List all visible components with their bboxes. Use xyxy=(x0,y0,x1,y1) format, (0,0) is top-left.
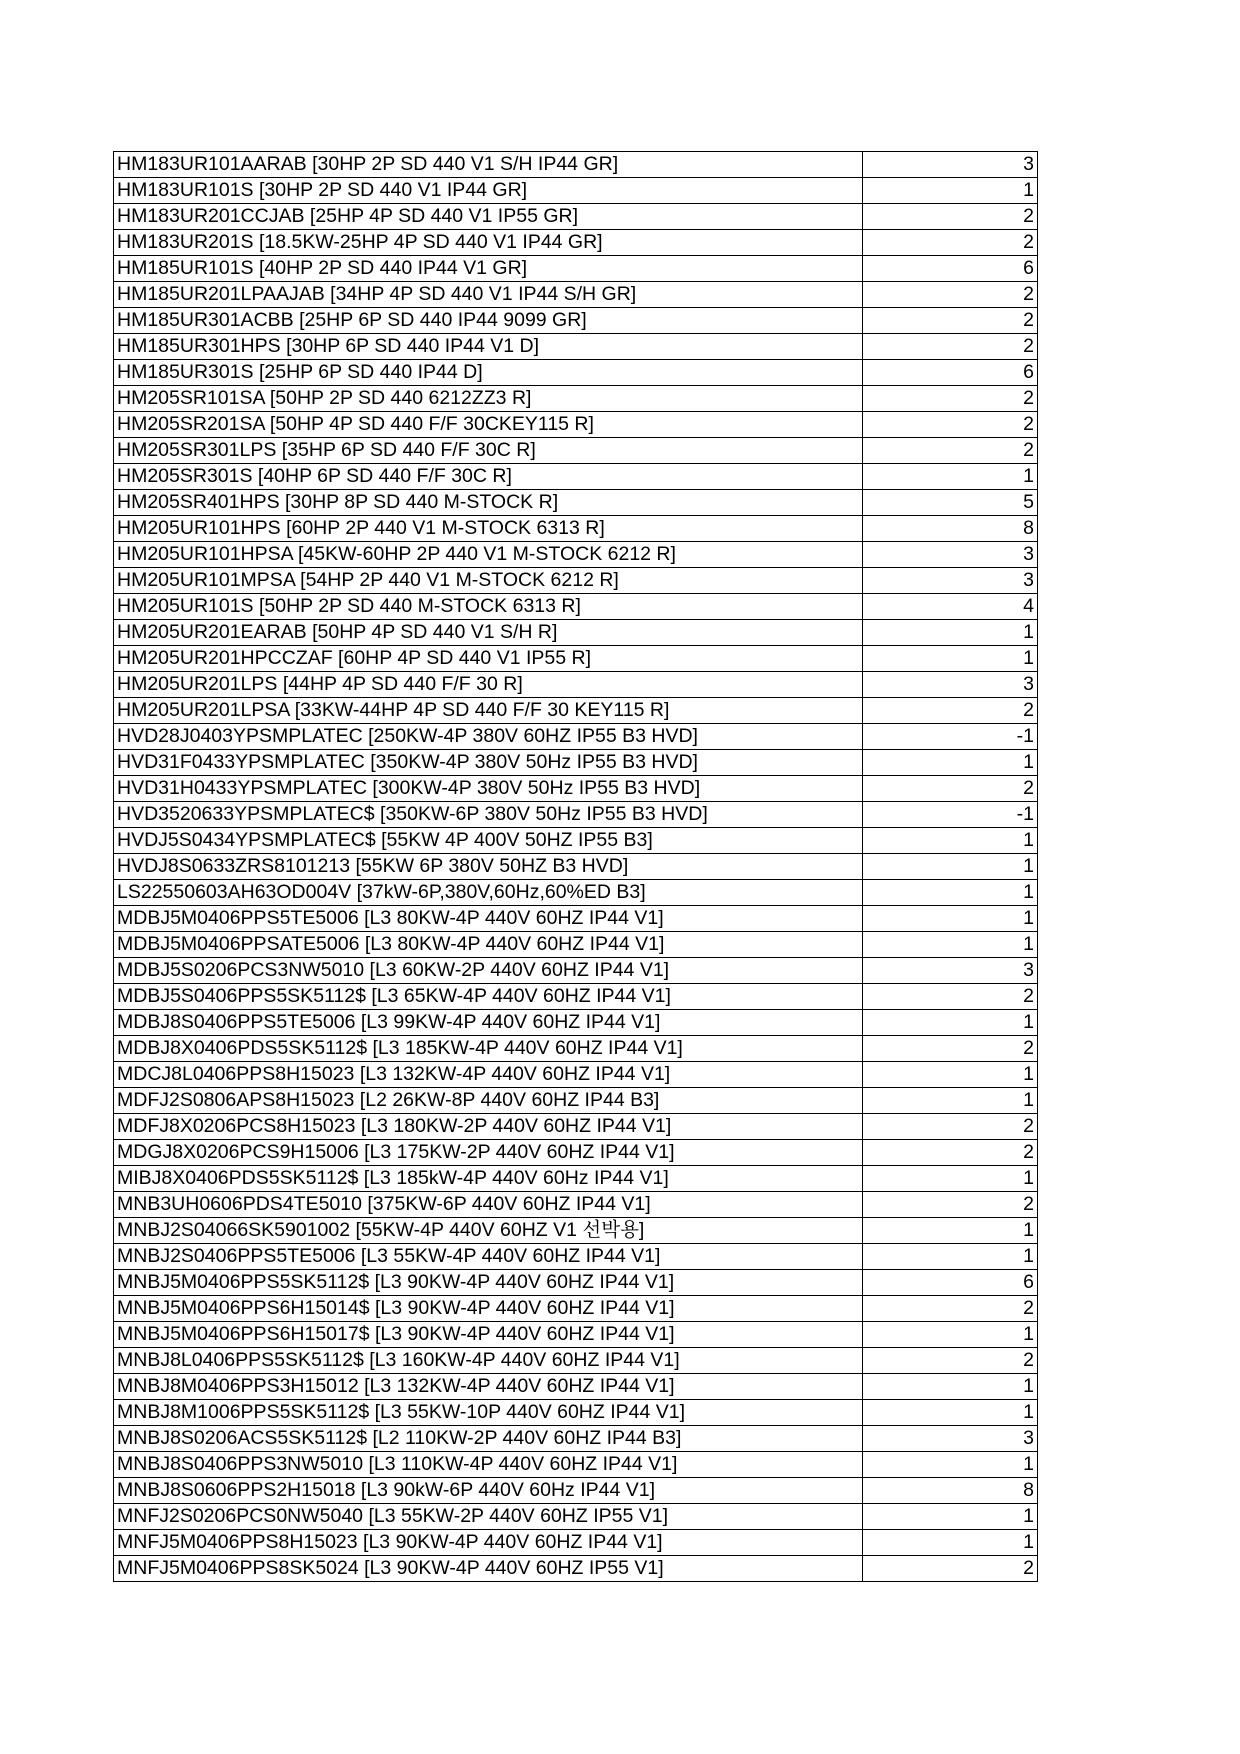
item-name-cell: MDBJ5S0206PCS3NW5010 [L3 60KW-2P 440V 60HZ IP44 V1] xyxy=(114,958,863,984)
item-quantity-cell: 1 xyxy=(863,1374,1038,1400)
item-name-cell: MNBJ2S04066SK5901002 [55KW-4P 440V 60HZ V1 선박용] xyxy=(114,1218,863,1244)
table-row xyxy=(114,1296,1038,1322)
table-row xyxy=(114,646,1038,672)
item-quantity-cell: 3 xyxy=(863,568,1038,594)
item-quantity-cell: 1 xyxy=(863,828,1038,854)
item-quantity-cell: 6 xyxy=(863,1270,1038,1296)
item-quantity-cell: -1 xyxy=(863,724,1038,750)
item-quantity-cell: 2 xyxy=(863,438,1038,464)
item-quantity-cell: 2 xyxy=(863,1036,1038,1062)
table-row xyxy=(114,568,1038,594)
item-name-cell: HM205SR301LPS [35HP 6P SD 440 F/F 30C R] xyxy=(114,438,863,464)
table-row xyxy=(114,152,1038,178)
item-quantity-cell: 6 xyxy=(863,256,1038,282)
table-row xyxy=(114,490,1038,516)
table-row xyxy=(114,1322,1038,1348)
item-name-cell: HM205SR301S [40HP 6P SD 440 F/F 30C R] xyxy=(114,464,863,490)
item-name-cell: HVD3520633YPSMPLATEC$ [350KW-6P 380V 50Hz IP55 B3 HVD] xyxy=(114,802,863,828)
table-row xyxy=(114,906,1038,932)
item-name-cell: MDBJ5M0406PPSATE5006 [L3 80KW-4P 440V 60HZ IP44 V1] xyxy=(114,932,863,958)
table-row xyxy=(114,1036,1038,1062)
item-name-cell: MDCJ8L0406PPS8H15023 [L3 132KW-4P 440V 60HZ IP44 V1] xyxy=(114,1062,863,1088)
item-quantity-cell: 1 xyxy=(863,1244,1038,1270)
item-quantity-cell: 2 xyxy=(863,334,1038,360)
item-name-cell: MNBJ8S0406PPS3NW5010 [L3 110KW-4P 440V 60HZ IP44 V1] xyxy=(114,1452,863,1478)
item-name-cell: MDGJ8X0206PCS9H15006 [L3 175KW-2P 440V 60HZ IP44 V1] xyxy=(114,1140,863,1166)
table-row xyxy=(114,672,1038,698)
item-quantity-cell: 2 xyxy=(863,1556,1038,1582)
item-quantity-cell: 2 xyxy=(863,386,1038,412)
item-name-cell: HM205UR201HPCCZAF [60HP 4P SD 440 V1 IP55 R] xyxy=(114,646,863,672)
item-quantity-cell: 1 xyxy=(863,1062,1038,1088)
item-name-cell: MDFJ2S0806APS8H15023 [L2 26KW-8P 440V 60HZ IP44 B3] xyxy=(114,1088,863,1114)
item-quantity-cell: 2 xyxy=(863,1348,1038,1374)
table-row xyxy=(114,1478,1038,1504)
item-quantity-cell: 1 xyxy=(863,1452,1038,1478)
item-quantity-cell: 2 xyxy=(863,412,1038,438)
item-name-cell: MNBJ5M0406PPS6H15014$ [L3 90KW-4P 440V 60HZ IP44 V1] xyxy=(114,1296,863,1322)
item-name-cell: HVD28J0403YPSMPLATEC [250KW-4P 380V 60HZ IP55 B3 HVD] xyxy=(114,724,863,750)
table-row xyxy=(114,1530,1038,1556)
item-name-cell: MDFJ8X0206PCS8H15023 [L3 180KW-2P 440V 60HZ IP44 V1] xyxy=(114,1114,863,1140)
item-quantity-cell: 6 xyxy=(863,360,1038,386)
table-row xyxy=(114,620,1038,646)
table-row xyxy=(114,1348,1038,1374)
item-quantity-cell: 2 xyxy=(863,1192,1038,1218)
item-name-cell: HM205UR101HPSA [45KW-60HP 2P 440 V1 M-STOCK 6212 R] xyxy=(114,542,863,568)
item-name-cell: MDBJ8S0406PPS5TE5006 [L3 99KW-4P 440V 60HZ IP44 V1] xyxy=(114,1010,863,1036)
item-quantity-cell: 2 xyxy=(863,204,1038,230)
item-name-cell: HM183UR101AARAB [30HP 2P SD 440 V1 S/H IP44 GR] xyxy=(114,152,863,178)
table-row xyxy=(114,230,1038,256)
item-quantity-cell: 3 xyxy=(863,542,1038,568)
table-row xyxy=(114,1426,1038,1452)
table-row xyxy=(114,750,1038,776)
item-quantity-cell: 1 xyxy=(863,1530,1038,1556)
item-quantity-cell: 1 xyxy=(863,932,1038,958)
table-row xyxy=(114,178,1038,204)
item-quantity-cell: 8 xyxy=(863,1478,1038,1504)
item-name-cell: MNBJ2S0406PPS5TE5006 [L3 55KW-4P 440V 60HZ IP44 V1] xyxy=(114,1244,863,1270)
item-name-cell: MNFJ5M0406PPS8SK5024 [L3 90KW-4P 440V 60HZ IP55 V1] xyxy=(114,1556,863,1582)
item-quantity-cell: 2 xyxy=(863,776,1038,802)
table-row xyxy=(114,984,1038,1010)
item-quantity-cell: 3 xyxy=(863,1426,1038,1452)
item-quantity-cell: 1 xyxy=(863,854,1038,880)
item-name-cell: HM183UR101S [30HP 2P SD 440 V1 IP44 GR] xyxy=(114,178,863,204)
table-row xyxy=(114,308,1038,334)
item-name-cell: HVD31H0433YPSMPLATEC [300KW-4P 380V 50Hz IP55 B3 HVD] xyxy=(114,776,863,802)
item-quantity-cell: 1 xyxy=(863,178,1038,204)
table-row xyxy=(114,1218,1038,1244)
item-quantity-cell: 2 xyxy=(863,282,1038,308)
item-name-cell: LS22550603AH63OD004V [37kW-6P,380V,60Hz,60%ED B3] xyxy=(114,880,863,906)
inventory-table-body xyxy=(114,152,1038,1582)
item-name-cell: HM205SR201SA [50HP 4P SD 440 F/F 30CKEY115 R] xyxy=(114,412,863,438)
item-quantity-cell: 4 xyxy=(863,594,1038,620)
table-row xyxy=(114,1452,1038,1478)
table-row xyxy=(114,854,1038,880)
table-row xyxy=(114,464,1038,490)
item-name-cell: HVDJ5S0434YPSMPLATEC$ [55KW 4P 400V 50HZ IP55 B3] xyxy=(114,828,863,854)
table-row xyxy=(114,958,1038,984)
item-name-cell: HM185UR301ACBB [25HP 6P SD 440 IP44 9099 GR] xyxy=(114,308,863,334)
item-name-cell: MDBJ5S0406PPS5SK5112$ [L3 65KW-4P 440V 60HZ IP44 V1] xyxy=(114,984,863,1010)
item-quantity-cell: 1 xyxy=(863,620,1038,646)
item-quantity-cell: 1 xyxy=(863,906,1038,932)
item-name-cell: HM205UR101MPSA [54HP 2P 440 V1 M-STOCK 6212 R] xyxy=(114,568,863,594)
item-name-cell: MNBJ8S0606PPS2H15018 [L3 90kW-6P 440V 60Hz IP44 V1] xyxy=(114,1478,863,1504)
table-row xyxy=(114,1140,1038,1166)
item-name-cell: HVD31F0433YPSMPLATEC [350KW-4P 380V 50Hz IP55 B3 HVD] xyxy=(114,750,863,776)
item-name-cell: MDBJ5M0406PPS5TE5006 [L3 80KW-4P 440V 60HZ IP44 V1] xyxy=(114,906,863,932)
table-row xyxy=(114,516,1038,542)
item-name-cell: MNBJ8M0406PPS3H15012 [L3 132KW-4P 440V 60HZ IP44 V1] xyxy=(114,1374,863,1400)
table-row xyxy=(114,828,1038,854)
item-quantity-cell: 2 xyxy=(863,1114,1038,1140)
table-row xyxy=(114,1374,1038,1400)
item-name-cell: MNBJ8L0406PPS5SK5112$ [L3 160KW-4P 440V 60HZ IP44 V1] xyxy=(114,1348,863,1374)
item-name-cell: MNFJ5M0406PPS8H15023 [L3 90KW-4P 440V 60HZ IP44 V1] xyxy=(114,1530,863,1556)
table-row xyxy=(114,1062,1038,1088)
item-quantity-cell: 2 xyxy=(863,1296,1038,1322)
item-quantity-cell: 2 xyxy=(863,984,1038,1010)
item-name-cell: MNBJ8S0206ACS5SK5112$ [L2 110KW-2P 440V 60HZ IP44 B3] xyxy=(114,1426,863,1452)
table-row xyxy=(114,594,1038,620)
item-quantity-cell: 1 xyxy=(863,750,1038,776)
table-row xyxy=(114,360,1038,386)
item-quantity-cell: 1 xyxy=(863,1088,1038,1114)
item-quantity-cell: 2 xyxy=(863,1140,1038,1166)
item-name-cell: HM205SR101SA [50HP 2P SD 440 6212ZZ3 R] xyxy=(114,386,863,412)
item-name-cell: MNBJ8M1006PPS5SK5112$ [L3 55KW-10P 440V 60HZ IP44 V1] xyxy=(114,1400,863,1426)
table-row xyxy=(114,1400,1038,1426)
item-quantity-cell: 1 xyxy=(863,1322,1038,1348)
item-quantity-cell: 1 xyxy=(863,1504,1038,1530)
item-name-cell: HM185UR301S [25HP 6P SD 440 IP44 D] xyxy=(114,360,863,386)
item-name-cell: HM205UR101HPS [60HP 2P 440 V1 M-STOCK 6313 R] xyxy=(114,516,863,542)
table-row xyxy=(114,1270,1038,1296)
table-row xyxy=(114,438,1038,464)
item-name-cell: MDBJ8X0406PDS5SK5112$ [L3 185KW-4P 440V 60HZ IP44 V1] xyxy=(114,1036,863,1062)
item-name-cell: HM205SR401HPS [30HP 8P SD 440 M-STOCK R] xyxy=(114,490,863,516)
item-name-cell: HM205UR201LPS [44HP 4P SD 440 F/F 30 R] xyxy=(114,672,863,698)
item-name-cell: HM205UR201LPSA [33KW-44HP 4P SD 440 F/F 30 KEY115 R] xyxy=(114,698,863,724)
table-row xyxy=(114,698,1038,724)
table-row xyxy=(114,1192,1038,1218)
item-quantity-cell: 1 xyxy=(863,1218,1038,1244)
table-row xyxy=(114,932,1038,958)
item-name-cell: HM205UR201EARAB [50HP 4P SD 440 V1 S/H R] xyxy=(114,620,863,646)
item-name-cell: HM205UR101S [50HP 2P SD 440 M-STOCK 6313 R] xyxy=(114,594,863,620)
item-name-cell: MNFJ2S0206PCS0NW5040 [L3 55KW-2P 440V 60HZ IP55 V1] xyxy=(114,1504,863,1530)
table-row xyxy=(114,802,1038,828)
item-quantity-cell: 3 xyxy=(863,958,1038,984)
item-name-cell: HM183UR201S [18.5KW-25HP 4P SD 440 V1 IP44 GR] xyxy=(114,230,863,256)
item-name-cell: MNBJ5M0406PPS5SK5112$ [L3 90KW-4P 440V 60HZ IP44 V1] xyxy=(114,1270,863,1296)
item-name-cell: HM185UR201LPAAJAB [34HP 4P SD 440 V1 IP44 S/H GR] xyxy=(114,282,863,308)
item-name-cell: MIBJ8X0406PDS5SK5112$ [L3 185kW-4P 440V 60Hz IP44 V1] xyxy=(114,1166,863,1192)
item-name-cell: HM185UR101S [40HP 2P SD 440 IP44 V1 GR] xyxy=(114,256,863,282)
table-row xyxy=(114,204,1038,230)
item-quantity-cell: 1 xyxy=(863,1010,1038,1036)
table-row xyxy=(114,1088,1038,1114)
item-quantity-cell: 3 xyxy=(863,152,1038,178)
item-quantity-cell: 2 xyxy=(863,230,1038,256)
table-row xyxy=(114,1166,1038,1192)
inventory-table xyxy=(113,151,1038,1582)
table-row xyxy=(114,542,1038,568)
item-name-cell: HVDJ8S0633ZRS8101213 [55KW 6P 380V 50HZ B3 HVD] xyxy=(114,854,863,880)
table-row xyxy=(114,386,1038,412)
table-row xyxy=(114,334,1038,360)
table-row xyxy=(114,1010,1038,1036)
table-row xyxy=(114,880,1038,906)
table-row xyxy=(114,1504,1038,1530)
item-quantity-cell: 1 xyxy=(863,646,1038,672)
item-quantity-cell: 2 xyxy=(863,308,1038,334)
item-quantity-cell: 5 xyxy=(863,490,1038,516)
item-quantity-cell: 3 xyxy=(863,672,1038,698)
table-row xyxy=(114,412,1038,438)
item-quantity-cell: -1 xyxy=(863,802,1038,828)
table-row xyxy=(114,1114,1038,1140)
item-name-cell: MNB3UH0606PDS4TE5010 [375KW-6P 440V 60HZ IP44 V1] xyxy=(114,1192,863,1218)
table-row xyxy=(114,776,1038,802)
item-quantity-cell: 1 xyxy=(863,1400,1038,1426)
item-quantity-cell: 1 xyxy=(863,880,1038,906)
item-quantity-cell: 1 xyxy=(863,1166,1038,1192)
item-name-cell: HM183UR201CCJAB [25HP 4P SD 440 V1 IP55 GR] xyxy=(114,204,863,230)
item-name-cell: HM185UR301HPS [30HP 6P SD 440 IP44 V1 D] xyxy=(114,334,863,360)
item-quantity-cell: 1 xyxy=(863,464,1038,490)
table-row xyxy=(114,282,1038,308)
item-quantity-cell: 8 xyxy=(863,516,1038,542)
table-row xyxy=(114,1556,1038,1582)
table-row xyxy=(114,724,1038,750)
item-name-cell: MNBJ5M0406PPS6H15017$ [L3 90KW-4P 440V 60HZ IP44 V1] xyxy=(114,1322,863,1348)
item-quantity-cell: 2 xyxy=(863,698,1038,724)
table-row xyxy=(114,1244,1038,1270)
table-row xyxy=(114,256,1038,282)
